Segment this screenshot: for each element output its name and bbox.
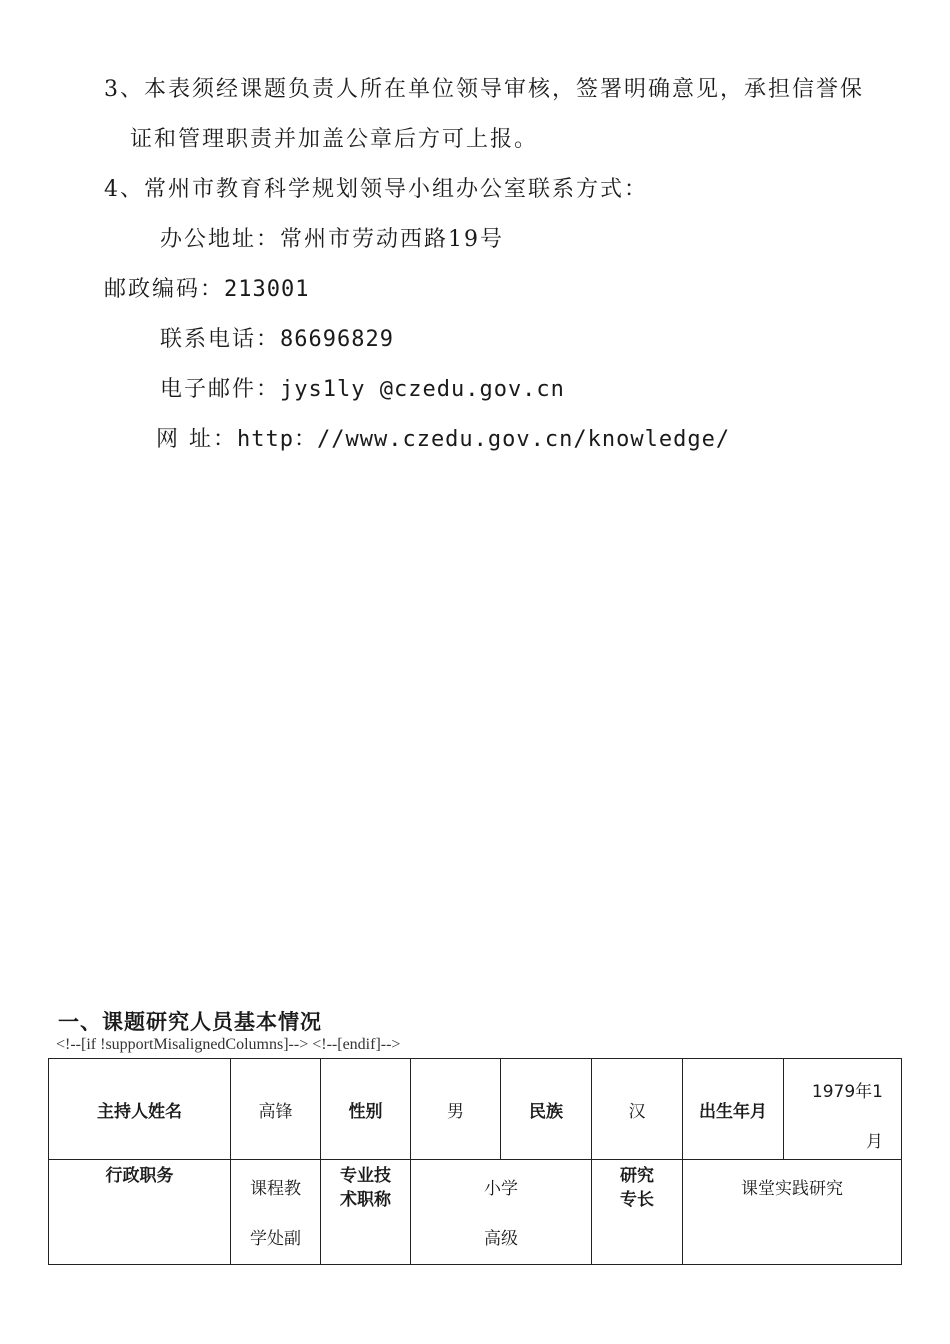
birth-month: 月 bbox=[866, 1132, 883, 1152]
contact-postcode-label: 邮政编码： bbox=[104, 277, 225, 302]
host-name-label: 主持人姓名 bbox=[49, 1059, 231, 1160]
contact-email-value[interactable]: jys1ly @czedu.gov.cn bbox=[280, 377, 565, 402]
researcher-info-table bbox=[48, 1058, 902, 1265]
contact-phone-value: 86696829 bbox=[280, 327, 394, 352]
contact-address-value: 常州市劳动西路19号 bbox=[280, 227, 505, 252]
research-specialty-value: 课堂实践研究 bbox=[683, 1160, 902, 1265]
admin-post-label: 行政职务 bbox=[49, 1160, 231, 1265]
contact-website-label: 网 址： bbox=[156, 427, 237, 452]
table-row bbox=[49, 1059, 902, 1160]
professional-title-line2: 高级 bbox=[484, 1229, 518, 1249]
birth-year: 1979年1 bbox=[811, 1082, 883, 1102]
contact-phone-label: 联系电话： bbox=[160, 327, 281, 352]
birth-label: 出生年月 bbox=[683, 1059, 784, 1160]
contact-postcode bbox=[104, 272, 310, 303]
contact-website bbox=[156, 422, 730, 453]
contact-email-label: 电子邮件： bbox=[160, 377, 281, 402]
professional-title-value bbox=[411, 1160, 592, 1265]
admin-post-line2: 学处副 bbox=[250, 1229, 301, 1249]
professional-title-line1: 小学 bbox=[484, 1179, 518, 1199]
table-row bbox=[49, 1160, 902, 1265]
research-specialty-label-line2: 专长 bbox=[620, 1190, 654, 1210]
ethnicity-value: 汉 bbox=[592, 1059, 683, 1160]
professional-title-label-line1: 专业技 bbox=[340, 1166, 391, 1186]
research-specialty-label-line1: 研究 bbox=[620, 1166, 654, 1186]
gender-label: 性别 bbox=[321, 1059, 411, 1160]
contact-phone bbox=[160, 322, 394, 353]
host-name-value: 高锋 bbox=[231, 1059, 321, 1160]
research-specialty-label bbox=[592, 1160, 683, 1265]
html-comment-text: <!--[if !supportMisalignedColumns]--> <!--[endif]--> bbox=[56, 1036, 401, 1053]
admin-post-value bbox=[231, 1160, 321, 1265]
professional-title-label bbox=[321, 1160, 411, 1265]
contact-email bbox=[160, 372, 565, 403]
note-item-3-line2: 证和管理职责并加盖公章后方可上报。 bbox=[130, 127, 539, 152]
contact-website-value[interactable]: http：//www.czedu.gov.cn/knowledge/ bbox=[237, 427, 731, 452]
ethnicity-label: 民族 bbox=[501, 1059, 592, 1160]
section-title: 一、课题研究人员基本情况 bbox=[58, 1010, 322, 1034]
birth-value bbox=[784, 1059, 902, 1160]
note-item-3-line1: 3、本表须经课题负责人所在单位领导审核，签署明确意见，承担信誉保 bbox=[104, 77, 864, 102]
note-item-4: 4、常州市教育科学规划领导小组办公室联系方式： bbox=[104, 177, 648, 202]
contact-address bbox=[160, 222, 504, 253]
admin-post-line1: 课程教 bbox=[250, 1179, 301, 1199]
gender-value: 男 bbox=[411, 1059, 501, 1160]
professional-title-label-line2: 术职称 bbox=[340, 1190, 391, 1210]
contact-postcode-value: 213001 bbox=[224, 277, 310, 302]
contact-address-label: 办公地址： bbox=[160, 227, 281, 252]
